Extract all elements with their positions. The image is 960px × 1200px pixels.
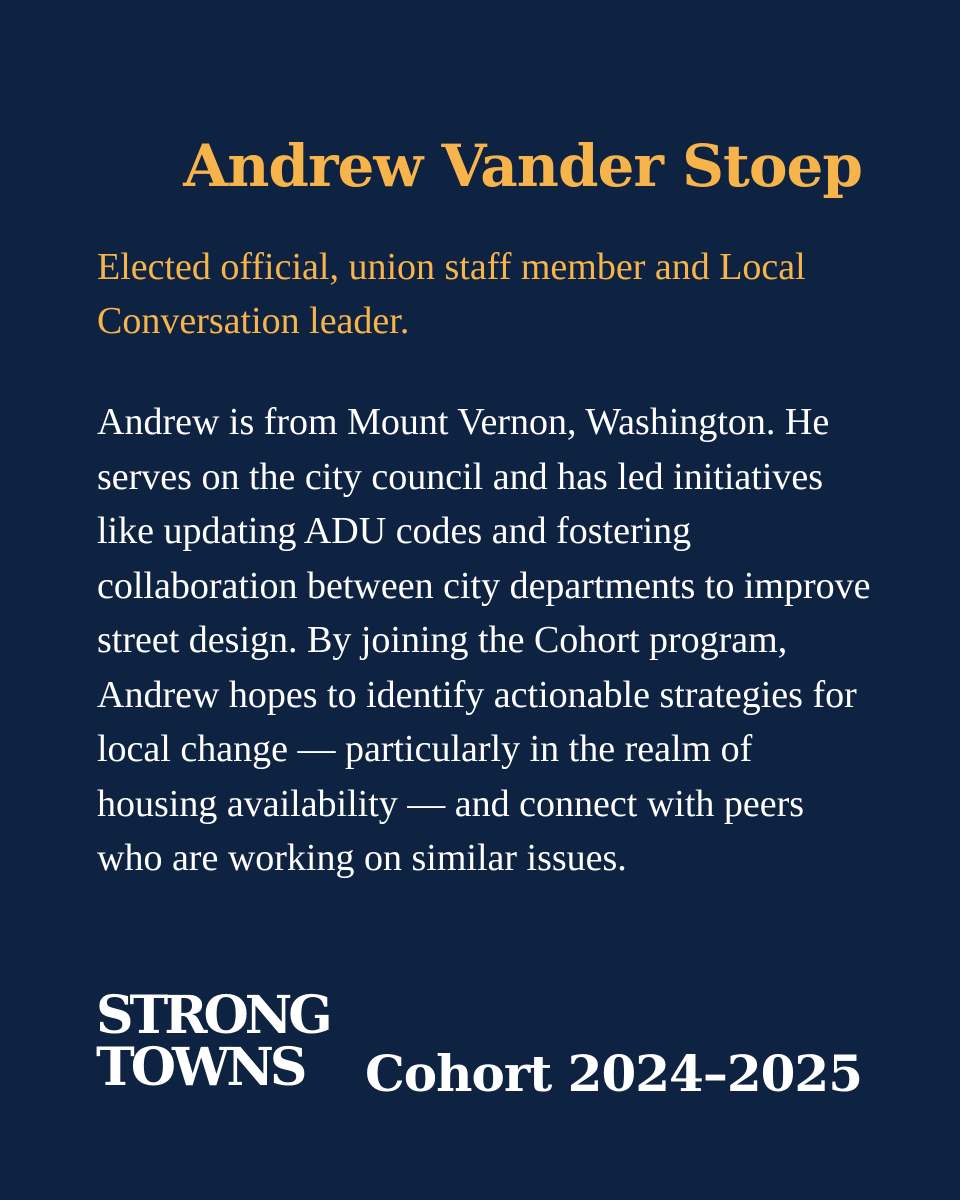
person-name: Andrew Vander Stoep xyxy=(183,132,862,200)
logo-line-towns: TOWNS xyxy=(96,1037,304,1098)
strong-towns-logo xyxy=(96,985,396,1102)
cohort-label: Cohort 2024–2025 xyxy=(364,1044,862,1103)
logo-line-strong: STRONG xyxy=(96,985,329,1046)
person-role-subtitle: Elected official, union staff member and Local Conversation leader. xyxy=(97,246,806,342)
person-bio: Andrew is from Mount Vernon, Washington. He serves on the city council and has led initiatives like updating ADU codes and fostering collaboration between city departments to improve street design. By joining the Cohort program, Andrew hopes to identify actionable strategies for local change — particularly in the realm of housing availability — and connect with peers who are working on similar issues. xyxy=(97,401,871,879)
